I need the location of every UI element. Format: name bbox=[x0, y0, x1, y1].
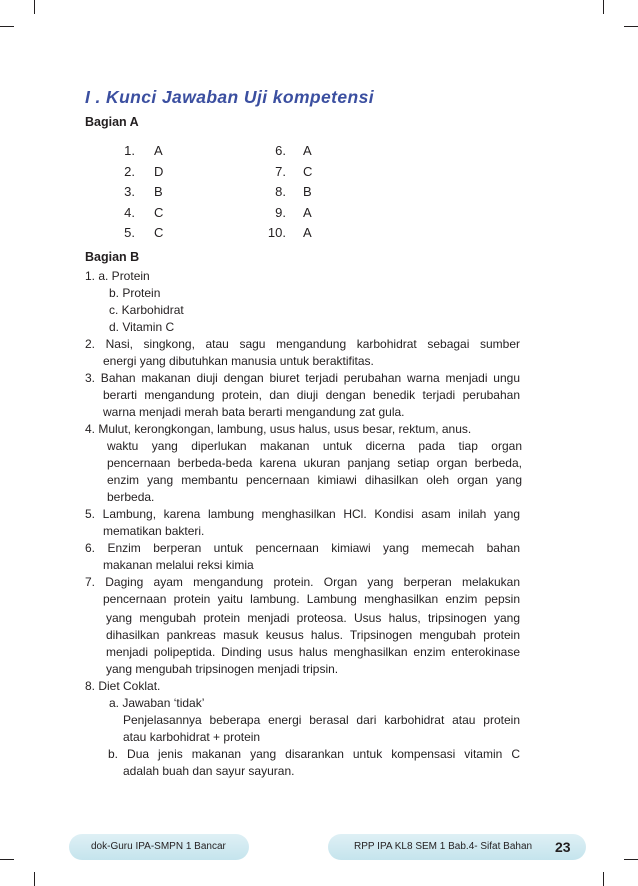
answer-letter: A bbox=[154, 143, 163, 158]
answer-text-line: 1. a. Protein bbox=[85, 269, 150, 283]
answer-text-line: b. Dua jenis makanan yang disarankan untuk kompensasi vitamin C bbox=[108, 747, 520, 761]
answer-text-line: 7. Daging ayam mengandung protein. Organ yang berperan melakukan bbox=[85, 575, 520, 589]
answer-number: 8. bbox=[275, 184, 286, 199]
answer-text-line: atau karbohidrat + protein bbox=[123, 730, 261, 744]
answer-text-line: energi yang dibutuhkan manusia untuk beraktifitas. bbox=[103, 354, 374, 368]
crop-mark bbox=[34, 872, 35, 886]
answer-text-line: pencernaan berbeda-beda karena ukuran panjang setiap organ berbeda, bbox=[107, 456, 522, 470]
answer-number: 5. bbox=[124, 225, 135, 240]
answer-text-line: 6. Enzim berperan untuk pencernaan kimiawi yang memecah bahan bbox=[85, 541, 520, 555]
footer-left-band bbox=[69, 834, 249, 860]
footer-right-band bbox=[328, 834, 586, 860]
crop-mark bbox=[34, 0, 35, 14]
crop-mark bbox=[0, 26, 14, 27]
answer-text-line: d. Vitamin C bbox=[109, 320, 175, 334]
answer-number: 9. bbox=[275, 204, 286, 220]
answer-letter: C bbox=[154, 204, 164, 220]
footer-left-text: dok-Guru IPA-SMPN 1 Bancar bbox=[91, 841, 226, 852]
answer-text-line: adalah buah dan sayur sayuran. bbox=[123, 764, 295, 778]
answer-number: 1. bbox=[124, 143, 135, 158]
crop-mark bbox=[603, 0, 604, 14]
page-title: I . Kunci Jawaban Uji kompetensi bbox=[85, 87, 374, 107]
answer-text-line: berbeda. bbox=[107, 490, 155, 504]
answer-letter: A bbox=[303, 143, 312, 158]
page-number: 23 bbox=[555, 839, 571, 855]
answer-number: 6. bbox=[275, 143, 286, 158]
answer-text-line: Penjelasannya beberapa energi berasal dari karbohidrat atau protein bbox=[123, 713, 520, 727]
answer-text-line: makanan melalui reksi kimia bbox=[103, 558, 254, 572]
answer-text-line: warna menjadi merah bata berarti mengandung zat gula. bbox=[103, 405, 405, 419]
answer-text-line: 8. Diet Coklat. bbox=[85, 679, 161, 693]
answer-number: 2. bbox=[124, 163, 135, 179]
answer-letter: A bbox=[303, 225, 312, 240]
answer-text-line: c. Karbohidrat bbox=[109, 303, 184, 317]
answer-text-line: 3. Bahan makanan diuji dengan biuret terjadi perubahan warna menjadi ungu bbox=[85, 371, 520, 385]
answer-letter: A bbox=[303, 204, 312, 220]
answer-number: 7. bbox=[275, 163, 286, 179]
answer-text-line: enzim yang membantu pencernaan kimiawi dihasilkan oleh organ yang bbox=[107, 473, 522, 487]
answer-text-line: mematikan bakteri. bbox=[103, 524, 205, 538]
answer-letter: C bbox=[303, 163, 313, 179]
answer-text-line: b. Protein bbox=[109, 286, 161, 300]
section-a-heading: Bagian A bbox=[85, 115, 139, 129]
answer-text-line: yang mengubah protein menjadi proteosa. Usus halus, tripsinogen yang bbox=[106, 611, 520, 625]
answer-text-line: 2. Nasi, singkong, atau sagu mengandung karbohidrat sebagai sumber bbox=[85, 337, 520, 351]
crop-mark bbox=[624, 26, 638, 27]
answer-text-line: a. Jawaban ‘tidak’ bbox=[109, 696, 205, 710]
answer-text-line: 5. Lambung, karena lambung menghasilkan HCl. Kondisi asam inilah yang bbox=[85, 507, 520, 521]
answer-number: 4. bbox=[124, 204, 135, 220]
answer-letter: D bbox=[154, 163, 164, 179]
answer-letter: B bbox=[154, 184, 163, 199]
answer-text-line: waktu yang diperlukan makanan untuk dicerna pada tiap organ bbox=[107, 439, 522, 453]
answer-number: 3. bbox=[124, 184, 135, 199]
answer-number: 10. bbox=[267, 225, 286, 240]
crop-mark bbox=[624, 859, 638, 860]
answer-letter: B bbox=[303, 184, 312, 199]
answer-text-line: berarti mengandung protein, dan diuji dengan benedik terjadi perubahan bbox=[103, 388, 520, 402]
crop-mark bbox=[603, 872, 604, 886]
section-b-heading: Bagian B bbox=[85, 250, 140, 264]
answer-text-line: pencernaan protein yaitu lambung. Lambung menghasilkan enzim pepsin bbox=[103, 592, 520, 606]
footer-right-text: RPP IPA KL8 SEM 1 Bab.4- Sifat Bahan bbox=[354, 841, 533, 852]
answer-text-line: dihasilkan pankreas masuk keusus halus. Tripsinogen mengubah protein bbox=[106, 628, 520, 642]
answer-text-line: 4. Mulut, kerongkongan, lambung, usus halus, usus besar, rektum, anus. bbox=[85, 422, 472, 436]
answer-letter: C bbox=[154, 225, 164, 240]
crop-mark bbox=[0, 859, 14, 860]
answer-text-line: menjadi polipeptida. Dinding usus halus menghasilkan enzim enterokinase bbox=[106, 645, 520, 659]
answer-text-line: yang mengubah tripsinogen menjadi tripsin. bbox=[106, 662, 339, 676]
